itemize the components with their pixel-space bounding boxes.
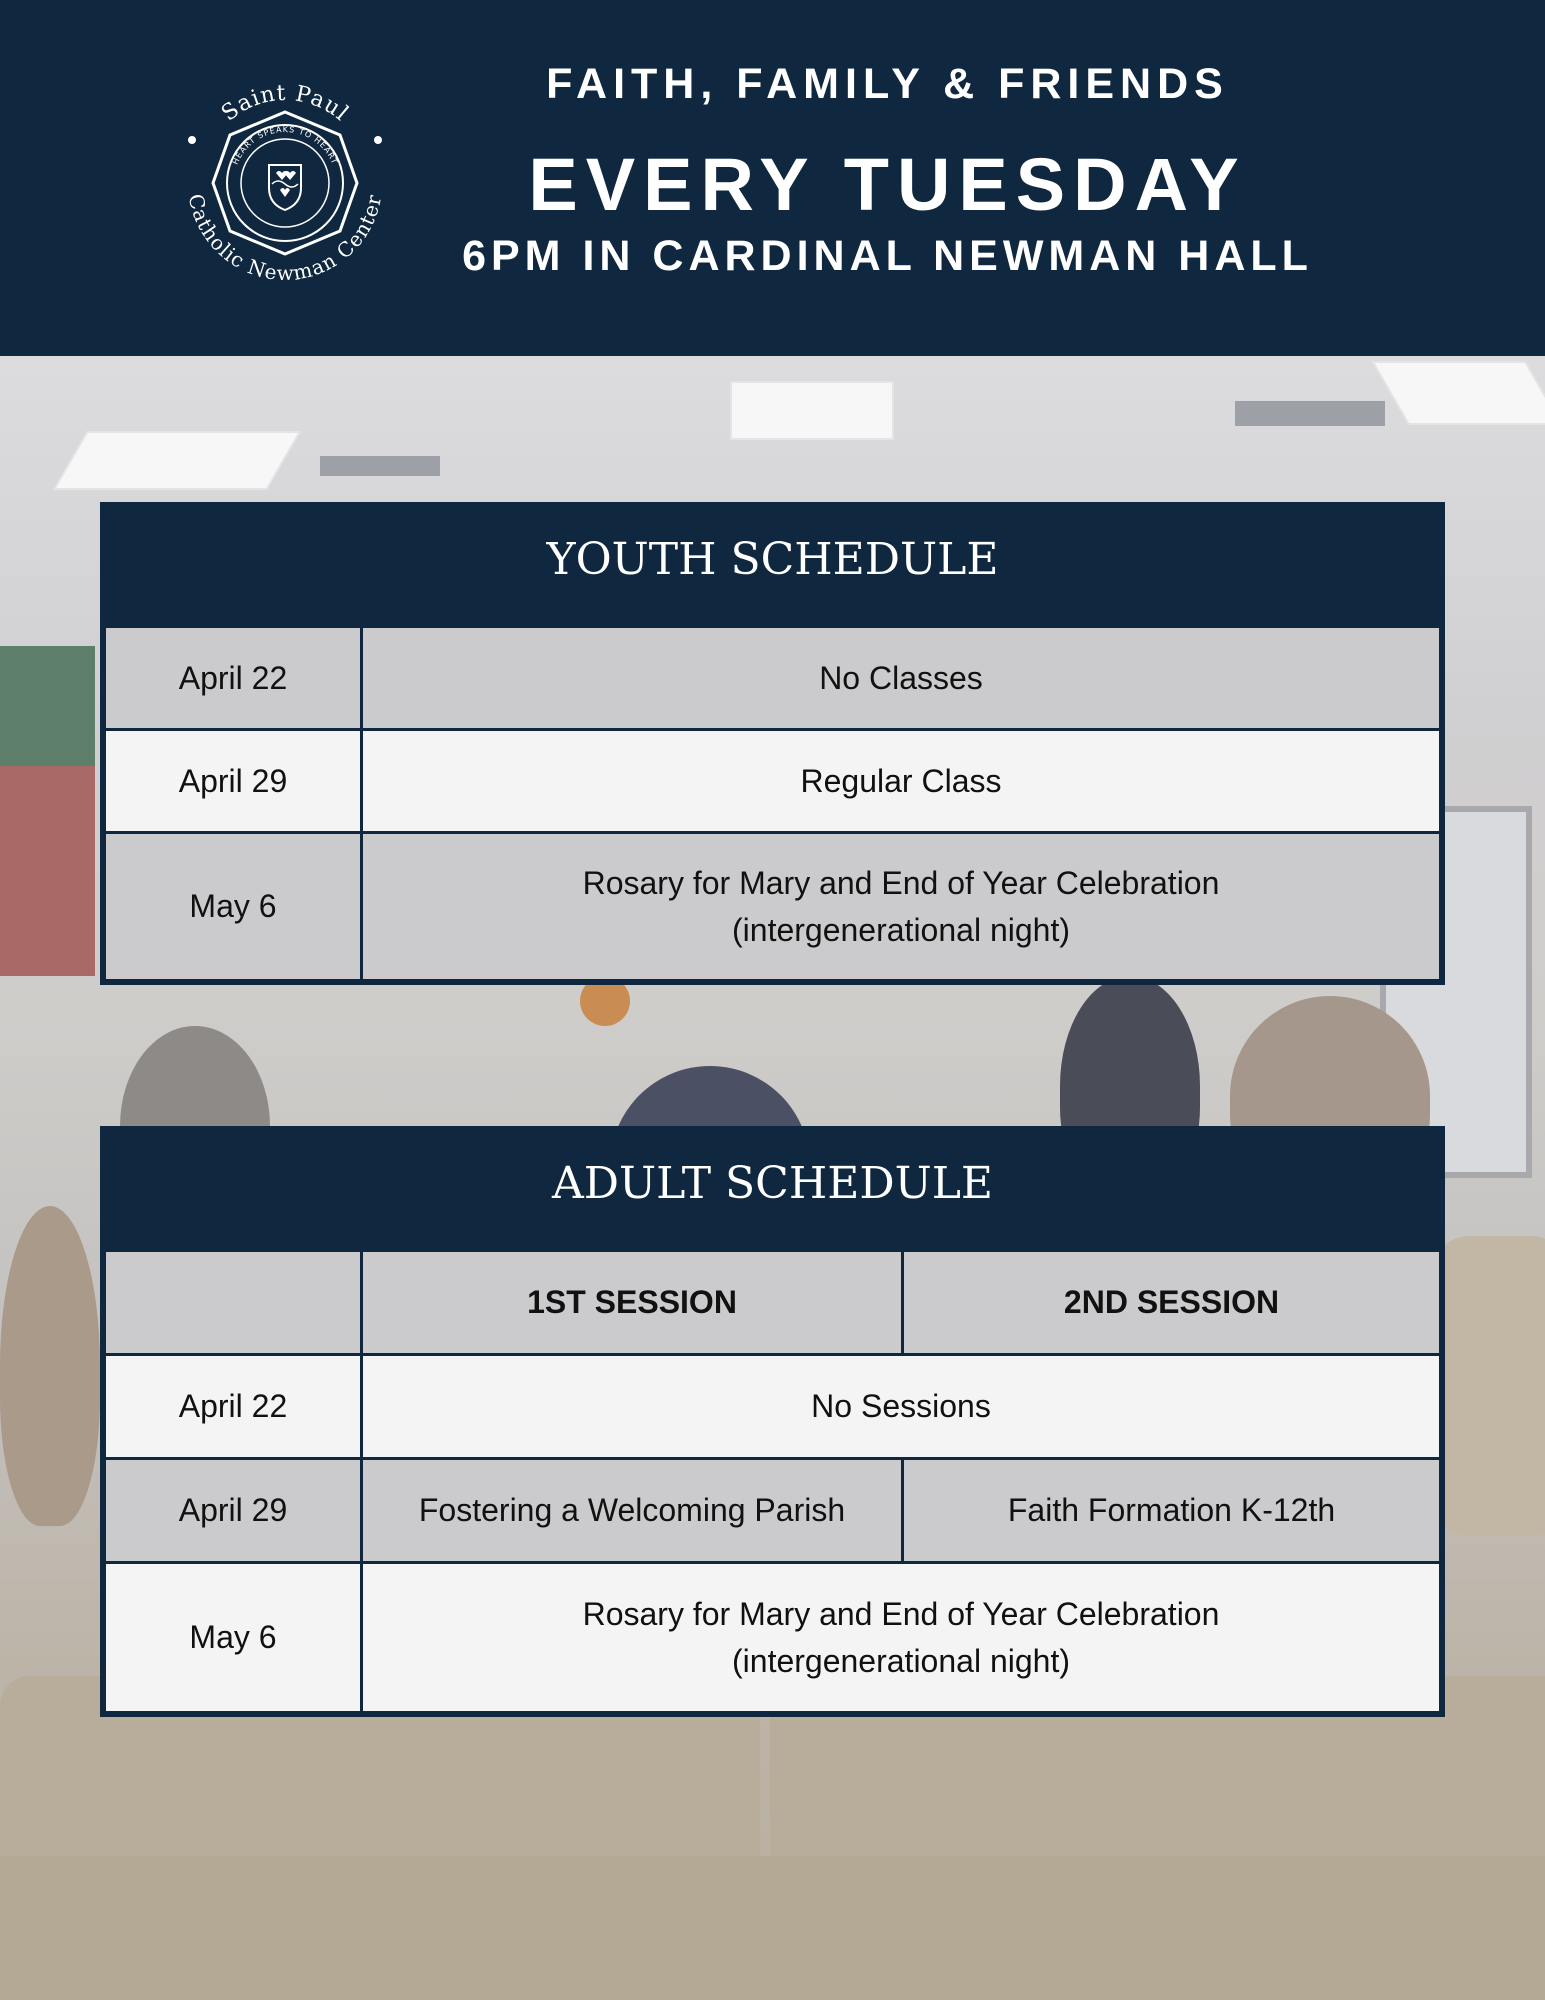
logo-arc-bottom: Catholic Newman Center bbox=[183, 191, 387, 286]
event-cell: No Classes bbox=[362, 627, 1441, 730]
event-cell bbox=[362, 1563, 1441, 1713]
headline: EVERY TUESDAY bbox=[528, 143, 1247, 226]
event-line: Rosary for Mary and End of Year Celebration bbox=[582, 864, 1220, 901]
table-header-row bbox=[105, 1251, 1441, 1355]
date-cell: April 22 bbox=[105, 627, 362, 730]
table-row bbox=[105, 730, 1441, 833]
event-line: Rosary for Mary and End of Year Celebration bbox=[582, 1595, 1220, 1632]
event-line: (intergenerational night) bbox=[732, 911, 1070, 948]
date-cell: May 6 bbox=[105, 1563, 362, 1713]
session2-cell: Faith Formation K-12th bbox=[903, 1459, 1441, 1563]
column-header bbox=[105, 1251, 362, 1355]
event-line: (intergenerational night) bbox=[732, 1642, 1070, 1679]
table-row bbox=[105, 627, 1441, 730]
date-cell: April 29 bbox=[105, 730, 362, 833]
adult-schedule bbox=[100, 1126, 1445, 1717]
date-cell: April 22 bbox=[105, 1355, 362, 1459]
event-cell: No Sessions bbox=[362, 1355, 1441, 1459]
date-cell: May 6 bbox=[105, 833, 362, 981]
adult-schedule-table bbox=[103, 1249, 1442, 1714]
table-row bbox=[105, 833, 1441, 981]
youth-schedule-table bbox=[103, 625, 1442, 982]
logo-arc-top: Saint Paul bbox=[217, 80, 354, 127]
column-header: 1ST SESSION bbox=[362, 1251, 903, 1355]
youth-schedule bbox=[100, 502, 1445, 985]
date-cell: April 29 bbox=[105, 1459, 362, 1563]
session1-cell: Fostering a Welcoming Parish bbox=[362, 1459, 903, 1563]
event-cell bbox=[362, 833, 1441, 981]
event-cell: Regular Class bbox=[362, 730, 1441, 833]
adult-schedule-title: ADULT SCHEDULE bbox=[551, 1158, 994, 1209]
column-header: 2ND SESSION bbox=[903, 1251, 1441, 1355]
youth-schedule-title: YOUTH SCHEDULE bbox=[546, 534, 999, 585]
logo-motto: HEART SPEAKS TO HEART bbox=[230, 124, 340, 166]
table-row bbox=[105, 1355, 1441, 1459]
table-row bbox=[105, 1563, 1441, 1713]
tagline: FAITH, FAMILY & FRIENDS bbox=[546, 60, 1229, 108]
header-banner bbox=[0, 0, 1545, 356]
svg-text:Saint Paul bbox=[217, 81, 353, 127]
location-line: 6PM IN CARDINAL NEWMAN HALL bbox=[462, 232, 1313, 280]
table-row bbox=[105, 1459, 1441, 1563]
